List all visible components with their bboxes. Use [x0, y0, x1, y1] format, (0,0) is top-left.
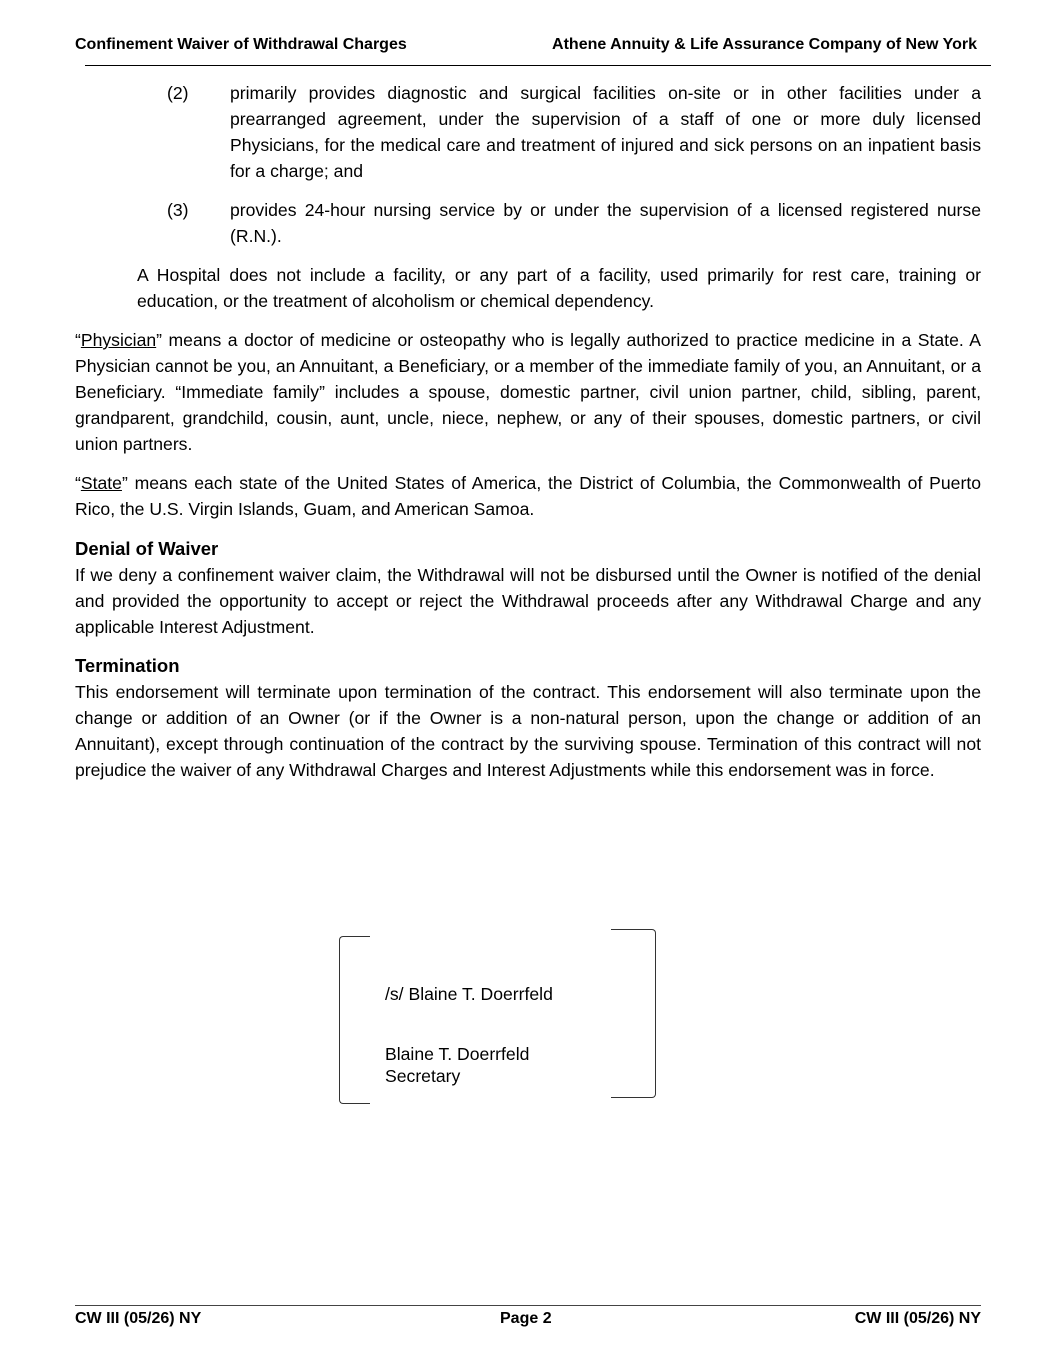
list-item-number: (2) — [167, 83, 189, 103]
hospital-exclusion-paragraph: A Hospital does not include a facility, or any part of a facility, used primarily for rest care, training or education, or the treatment of alcoholism or chemical dependency. — [137, 265, 981, 311]
list-item-text: provides 24-hour nursing service by or under the supervision of a licensed registered nurse (R.N.). — [230, 200, 981, 246]
open-quote: “ — [75, 330, 81, 350]
physician-definition-text: ” means a doctor of medicine or osteopathy who is legally authorized to practice medicine in a State. A Physician cannot be you, an Annuitant, a Beneficiary, or a member of the immediate family of you, an Annuitant, or a Beneficiary. “Immediate family” includes a spouse, domestic partner, civil union partner, child, sibling, parent, grandparent, grandchild, cousin, aunt, uncle, niece, nephew, or any of their spouses, domestic partners, or civil union partners. — [75, 330, 981, 454]
footer-divider — [75, 1305, 981, 1306]
list-item-text: primarily provides diagnostic and surgical facilities on-site or in other facilities under a prearranged agreement, under the supervision of a staff of one or more duly licensed Physicians, for the medical care and treatment of injured and sick persons on an inpatient basis for a charge; and — [230, 83, 981, 181]
footer-page-number: Page 2 — [500, 1310, 552, 1327]
termination-paragraph: This endorsement will terminate upon termination of the contract. This endorsement will also terminate upon the change or addition of an Owner (or if the Owner is a non-natural person, upon the change or addition of an Annuitant), except through continuation of the contract by the surviving spouse. Termination of this contract will not prejudice the waiver of any Withdrawal Charges and Interest Adjustments while this endorsement was in force. — [75, 682, 981, 780]
signature-line: /s/ Blaine T. Doerrfeld — [385, 984, 553, 1004]
header-document-title: Confinement Waiver of Withdrawal Charges — [75, 36, 407, 53]
denial-paragraph: If we deny a confinement waiver claim, the Withdrawal will not be disbursed until the Owner is notified of the denial and provided the opportunity to accept or reject the Withdrawal proceeds after any Withdrawal Charge and any applicable Interest Adjustment. — [75, 565, 981, 637]
header-divider — [85, 65, 991, 66]
defined-term-state: State — [80, 473, 122, 493]
list-item-number: (3) — [167, 200, 189, 220]
header-company-name: Athene Annuity & Life Assurance Company of New York — [552, 36, 977, 53]
open-quote: “ — [75, 473, 81, 493]
state-definition — [75, 470, 981, 522]
section-heading-denial: Denial of Waiver — [75, 538, 219, 559]
state-definition-text: ” means each state of the United States of America, the District of Columbia, the Commonwealth of Puerto Rico, the U.S. Virgin Islands, Guam, and American Samoa. — [75, 473, 981, 519]
footer-form-number-right: CW III (05/26) NY — [854, 1310, 981, 1327]
section-heading-termination: Termination — [75, 655, 180, 676]
physician-definition — [75, 327, 981, 457]
footer-form-number-left: CW III (05/26) NY — [75, 1310, 202, 1327]
signatory-title: Secretary — [385, 1066, 461, 1086]
defined-term-physician: Physician — [80, 330, 157, 350]
signature-bracket-left — [339, 936, 370, 1104]
signatory-name: Blaine T. Doerrfeld — [385, 1044, 530, 1064]
signature-bracket-right — [611, 929, 656, 1098]
